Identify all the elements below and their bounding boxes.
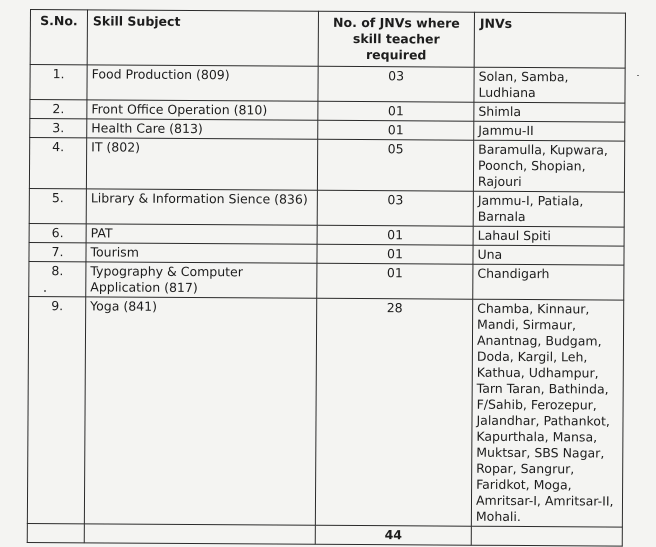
row-sno: 7. <box>29 242 86 261</box>
table-row <box>29 138 624 193</box>
row-count: 03 <box>317 190 473 226</box>
row-skill: PAT <box>86 224 317 244</box>
row-sno: 5. <box>29 188 86 223</box>
row-sno: 2. <box>30 100 87 119</box>
row-jnvs: Una <box>473 245 624 265</box>
total-sno-cell <box>27 523 84 542</box>
header-jnv-count-line2: skill teacher required <box>352 30 440 63</box>
row-skill: Food Production (809) <box>87 65 318 101</box>
scan-speck <box>44 290 46 292</box>
row-count: 28 <box>315 298 472 526</box>
row-sno: 6. <box>29 223 86 242</box>
row-skill: Tourism <box>86 243 317 263</box>
table-header-row <box>30 10 625 69</box>
row-skill: Health Care (813) <box>87 119 318 139</box>
row-skill: Library & Information Sience (836) <box>86 189 317 225</box>
header-jnv-count-line1: No. of JNVs where <box>333 14 460 31</box>
table-row <box>29 188 624 227</box>
row-sno: 3. <box>30 119 87 138</box>
table-row <box>29 261 624 300</box>
row-jnvs: Chamba, Kinnaur, Mandi, Sirmaur, Anantnag, Budgam, Doda, Kargil, Leh, Kathua, Udhampur, Tarn Taran, Bathinda, F/Sahib, Ferozepur, Jalandhar, Pathankot, Kapurthala, Mansa, Muktsar, SBS Nagar, Ropar, Sangrur, Faridkot, Moga, Amritsar-I, Amritsar-II, Mohali. <box>471 299 623 527</box>
row-count: 05 <box>317 139 473 191</box>
row-skill: Front Office Operation (810) <box>87 100 318 120</box>
row-count: 01 <box>318 101 474 121</box>
row-skill: Yoga (841) <box>84 297 316 525</box>
row-jnvs: Baramulla, Kupwara, Poonch, Shopian, Rajouri <box>473 140 624 192</box>
row-jnvs: Jammu-I, Patiala, Barnala <box>473 191 624 227</box>
row-count: 01 <box>317 225 473 245</box>
row-skill: IT (802) <box>86 138 317 190</box>
scan-speck <box>637 75 639 76</box>
row-jnvs: Lahaul Spiti <box>473 226 624 246</box>
row-count: 01 <box>317 263 473 299</box>
row-count: 03 <box>318 66 474 102</box>
total-jnvs-cell <box>471 526 622 546</box>
row-jnvs: Solan, Samba, Ludhiana <box>474 67 625 103</box>
header-jnv-count <box>318 11 474 67</box>
row-count: 01 <box>318 120 474 140</box>
row-count: 01 <box>317 244 473 264</box>
header-sno: S.No. <box>30 10 87 65</box>
total-count: 44 <box>315 525 471 545</box>
header-skill-subject: Skill Subject <box>87 10 318 66</box>
table-row <box>30 65 625 104</box>
row-jnvs: Shimla <box>474 102 625 122</box>
table-row <box>27 296 623 527</box>
row-skill: Typography & Computer Application (817) <box>86 262 317 298</box>
skill-teacher-table <box>27 9 626 547</box>
row-sno: 4. <box>29 138 86 189</box>
row-jnvs: Chandigarh <box>473 264 624 300</box>
row-sno: 8. <box>29 261 86 296</box>
total-skill-cell <box>84 524 315 544</box>
header-jnvs: JNVs <box>474 12 625 68</box>
row-jnvs: Jammu-II <box>474 121 625 141</box>
row-sno: 1. <box>30 65 87 100</box>
row-sno: 9. <box>27 296 85 523</box>
